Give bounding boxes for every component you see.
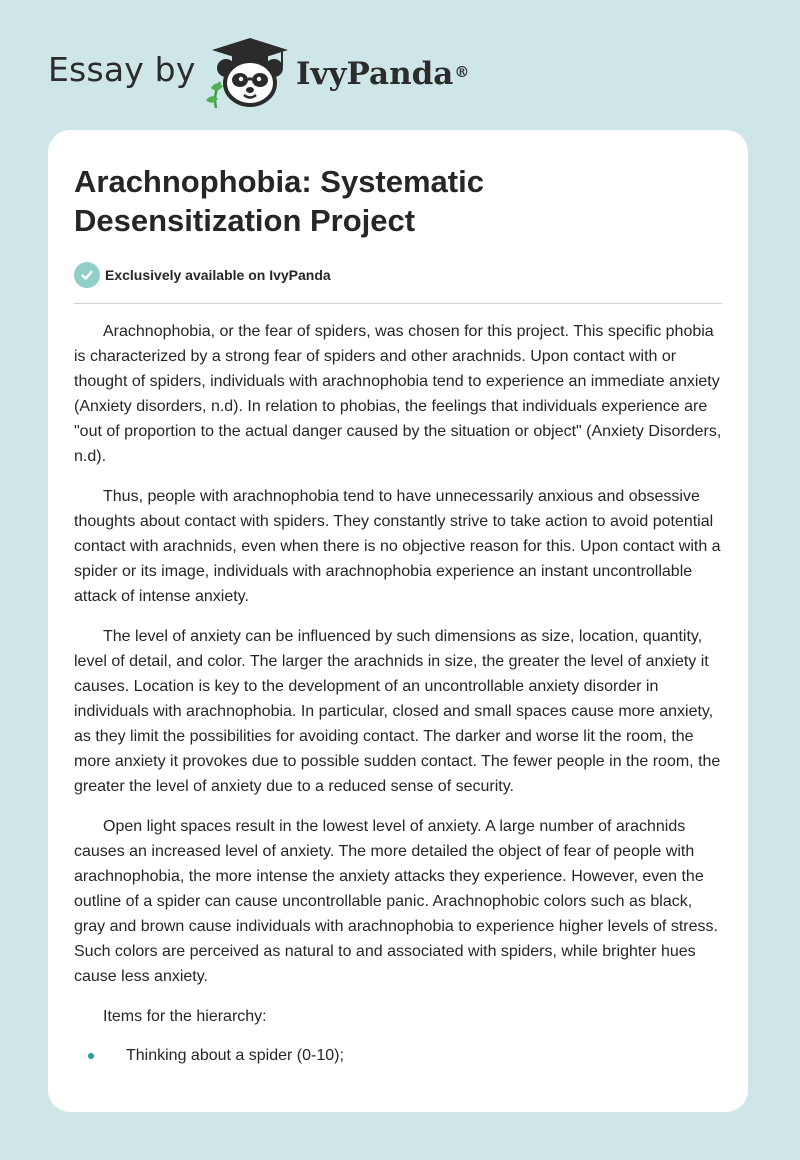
exclusive-badge-label: Exclusively available on IvyPanda (105, 267, 331, 283)
list-item (74, 1043, 724, 1068)
panda-graduate-logo-icon[interactable] (202, 36, 292, 108)
paragraph: Thus, people with arachnophobia tend to have unnecessarily anxious and obsessive thoughts about contact with spiders. They constantly strive to take action to avoid potential contact with arachnids, even when there is no objective reason for this. Upon contact with a spider or its image, individuals with arachnophobia experience an instant uncontrollable attack of intense anxiety. (74, 488, 721, 605)
exclusive-badge (74, 262, 331, 288)
registered-mark: ® (454, 63, 470, 81)
hierarchy-list (74, 1043, 724, 1068)
paragraph: Arachnophobia, or the fear of spiders, was chosen for this project. This specific phobia is characterized by a strong fear of spiders and other arachnids. Upon contact with or thought of spiders, individuals with arachnophobia tend to experience an immediate anxiety (Anxiety disorders, n.d). In relation to phobias, the feelings that individuals experience are "out of proportion to the actual danger caused by the situation or object" (Anxiety Disorders, n.d). (74, 323, 722, 465)
essay-by-label: Essay by (48, 50, 196, 89)
article-card (48, 130, 748, 1112)
article-title: Arachnophobia: Systematic Desensitization Project (74, 164, 484, 238)
brand-name-text: IvyPanda (296, 56, 454, 92)
title-divider (74, 303, 722, 304)
paragraph: The level of anxiety can be influenced by such dimensions as size, location, quantity, level of detail, and color. The larger the arachnids in size, the greater the level of anxiety it causes. Location is key to the development of an uncontrollable anxiety disorder in individuals with arachnophobia. In particular, closed and small spaces cause more anxiety, as they limit the possibilities for avoiding contact. The darker and worse lit the room, the more anxiety it provokes due to possible sudden contact. The fewer people in the room, the greater the level of anxiety due to a reduced sense of security. (74, 628, 721, 795)
bullet-dot-icon (88, 1053, 94, 1059)
brand-name[interactable] (296, 54, 469, 94)
check-circle-icon (74, 262, 100, 288)
site-header (0, 0, 800, 130)
paragraph: Open light spaces result in the lowest level of anxiety. A large number of arachnids causes an increased level of anxiety. The more detailed the object of fear of people with arachnophobia, the more intense the anxiety attacks they experience. However, even the outline of a spider can cause uncontrollable panic. Arachnophobic colors such as black, gray and brown cause individuals with arachnophobia to experience higher levels of stress. Such colors are perceived as natural to and associated with spiders, while brighter hues cause less anxiety. (74, 818, 718, 985)
article-body (74, 319, 724, 1068)
list-item-text: Thinking about a spider (0-10); (126, 1047, 344, 1064)
hierarchy-label: Items for the hierarchy: (103, 1008, 267, 1025)
check-mark-icon (80, 268, 94, 282)
